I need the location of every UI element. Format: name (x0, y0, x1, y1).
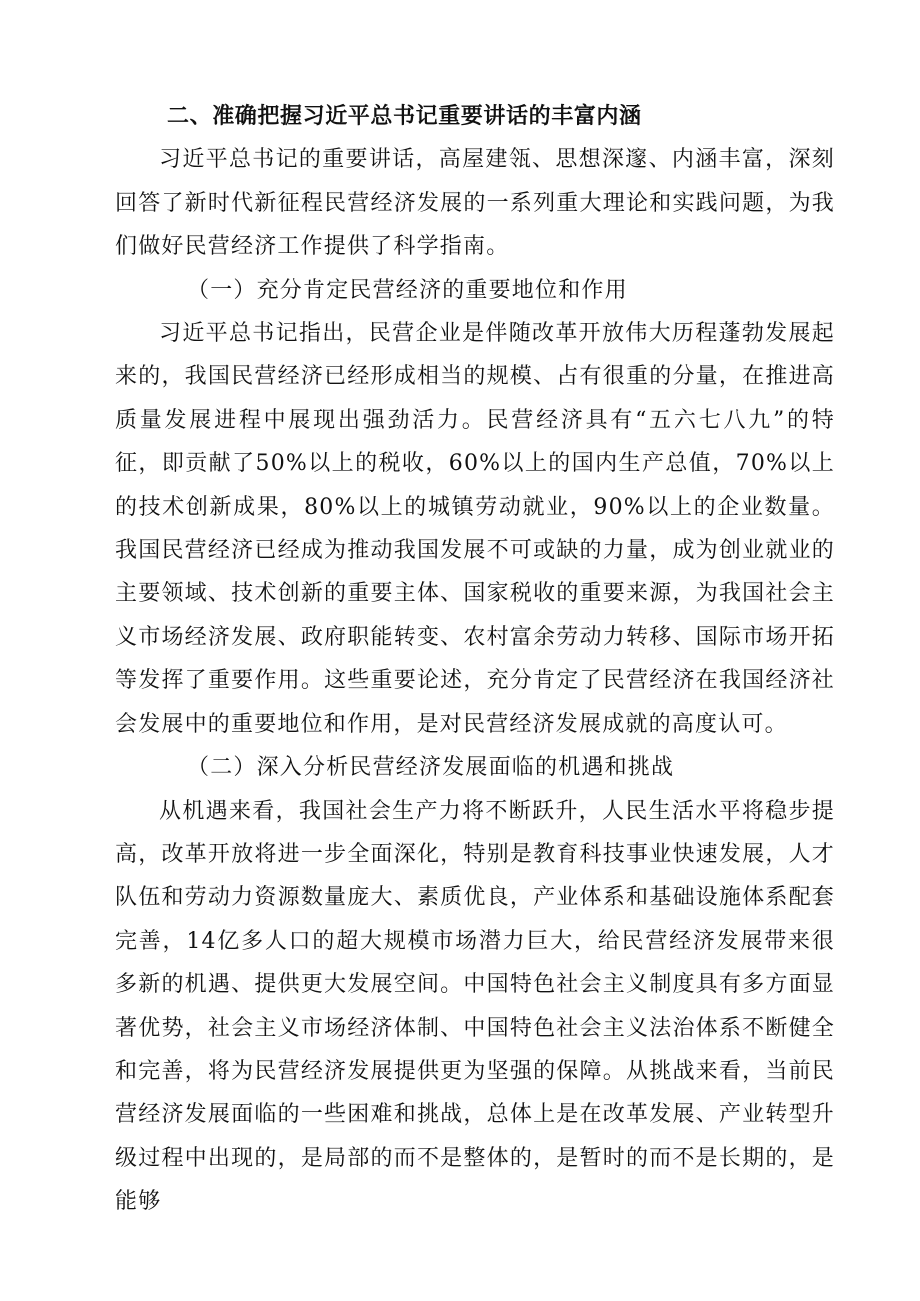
section-heading: 二、准确把握习近平总书记重要讲话的丰富内涵 (167, 104, 642, 129)
subheading-opportunities-challenges: （二）深入分析民营经济发展面临的机遇和挑战 (187, 755, 675, 781)
paragraph-position-role: 习近平总书记指出，民营企业是伴随改革开放伟大历程蓬勃发展起来的，我国民营经济已经形成相当的规模、占有很重的分量，在推进高质量发展进程中展现出强劲活力。民营经济具有“五六七八九”的特征，即贡献了50%以上的税收，60%以上的国内生产总值，70%以上的技术创新成果，80%以上的城镇劳动就业，90%以上的企业数量。我国民营经济已经成为推动我国发展不可或缺的力量，成为创业就业的主要领域、技术创新的重要主体、国家税收的重要来源，为我国社会主义市场经济发展、政府职能转变、农村富余劳动力转移、国际市场开拓等发挥了重要作用。这些重要论述，充分肯定了民营经济在我国经济社会发展中的重要地位和作用，是对民营经济发展成就的高度认可。 (115, 321, 835, 737)
subheading-position-role: （一）充分肯定民营经济的重要地位和作用 (187, 277, 628, 303)
paragraph-opportunities-challenges: 从机遇来看，我国社会生产力将不断跃升，人民生活水平将稳步提高，改革开放将进一步全面深化，特别是教育科技事业快速发展，人才队伍和劳动力资源数量庞大、素质优良，产业体系和基础设施体系配套完善，14亿多人口的超大规模市场潜力巨大，给民营经济发展带来很多新的机遇、提供更大发展空间。中国特色社会主义制度具有多方面显著优势，社会主义市场经济体制、中国特色社会主义法治体系不断健全和完善，将为民营经济发展提供更为坚强的保障。从挑战来看，当前民营经济发展面临的一些困难和挑战，总体上是在改革发展、产业转型升级过程中出现的，是局部的而不是整体的，是暂时的而不是长期的，是能够 (115, 798, 835, 1215)
document-body (115, 95, 835, 1224)
paragraph-intro: 习近平总书记的重要讲话，高屋建瓴、思想深邃、内涵丰富，深刻回答了新时代新征程民营经济发展的一系列重大理论和实践问题，为我们做好民营经济工作提供了科学指南。 (115, 147, 835, 260)
